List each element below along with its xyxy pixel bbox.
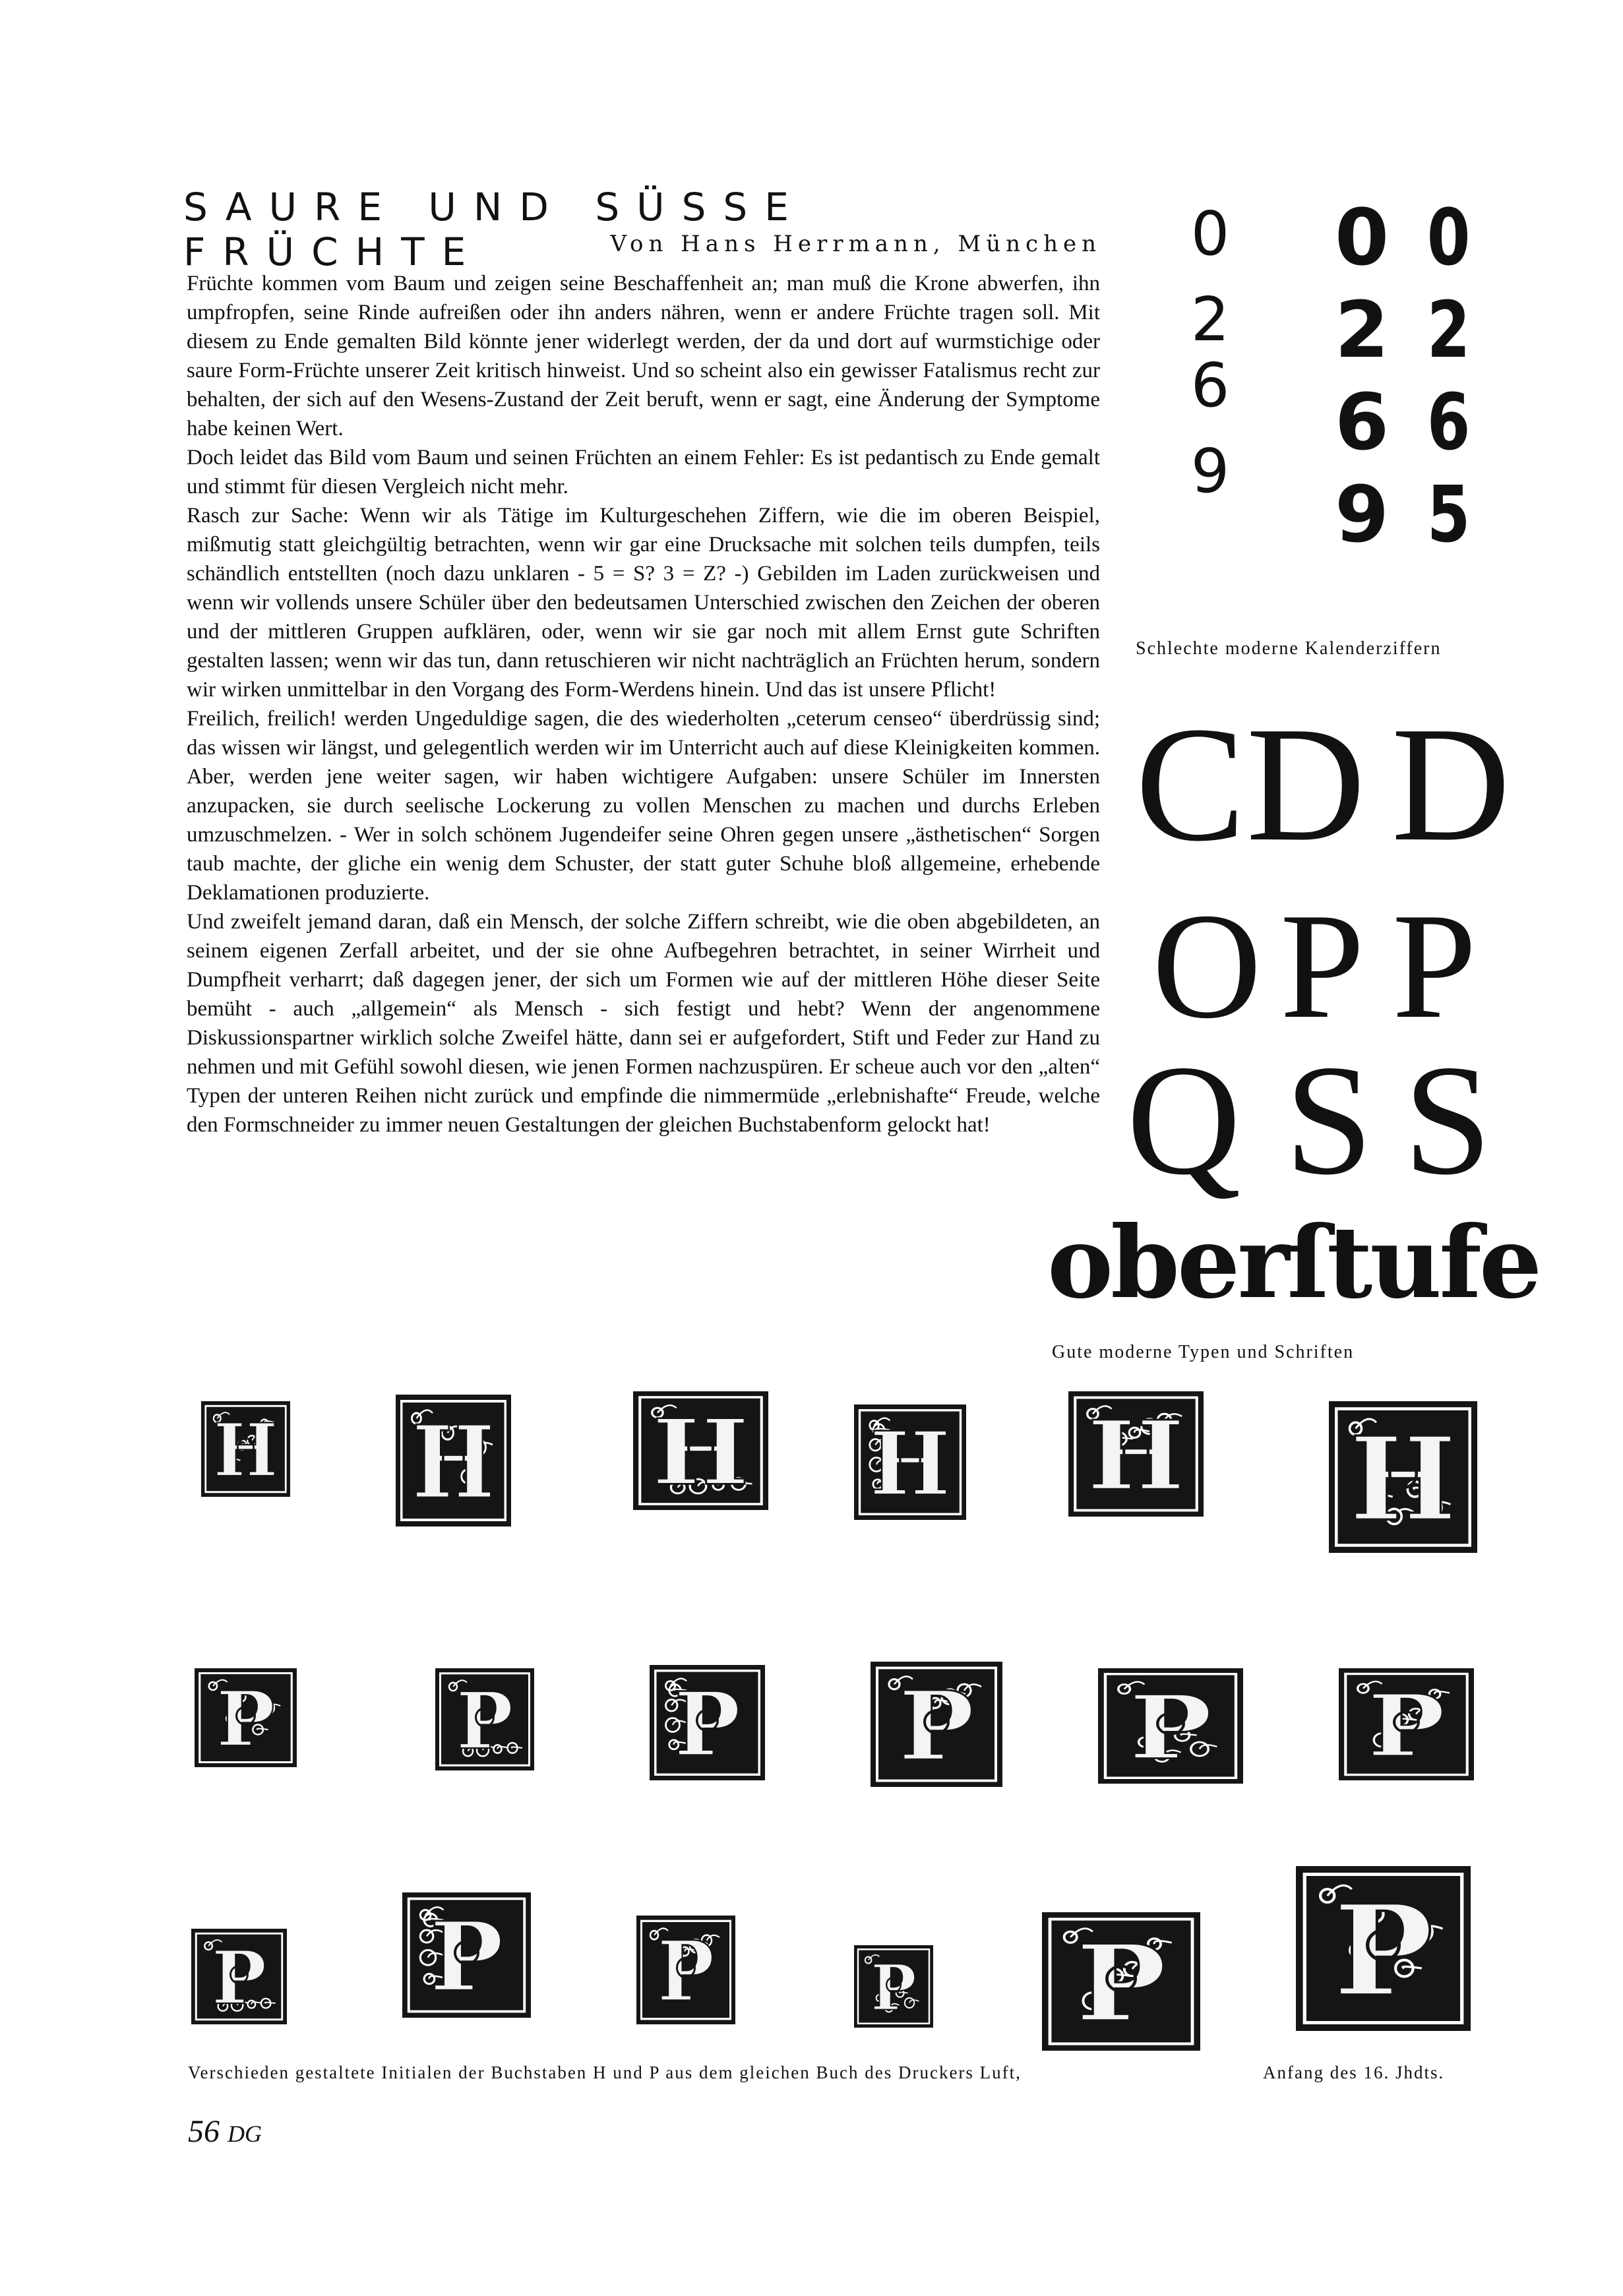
decorated-initial-h	[1329, 1401, 1477, 1553]
digit: 0	[1334, 192, 1390, 283]
decorated-initial-h	[1068, 1391, 1204, 1517]
decorated-initial-p	[650, 1665, 765, 1780]
article-paragraph: Freilich, freilich! werden Ungeduldige sagen, die des wiederholten „ceterum censeo“ überdrüssig sind; das wissen wir längst, und gelegentlich werden wir im Unterricht auch auf diese Kleinigkeiten kommen. Aber, werden jene weiter sagen, wir haben wichtigere Aufgaben: unsere Schüler im Innersten anzupacken, sie durch seelische Lockerung zu vollen Menschen zu machen und durchs Erleben umzuschmelzen. - Wer in solch schönem Jugendeifer seine Ohren gegen unsere „ästhetischen“ Sorgen taub machte, der gliche ein wenig dem Schuster, der statt guter Schuhe bloß allgemeine, erhebende Deklamationen produzierte.	[187, 707, 1100, 905]
digit-column-heavy	[1326, 191, 1398, 560]
decorated-initial-h	[396, 1395, 511, 1526]
svg-text:P: P	[898, 1670, 975, 1782]
svg-text:H: H	[1087, 1400, 1185, 1512]
oberstufe-lettering: oberſtufe	[1047, 1205, 1540, 1321]
svg-text:H: H	[412, 1403, 495, 1522]
digits-caption: Schlechte moderne Kalenderziffern	[1136, 638, 1442, 659]
digit: 2	[1334, 284, 1390, 375]
article-body	[187, 269, 1100, 1139]
decorated-initial-h	[633, 1391, 768, 1510]
digit-column-light	[1174, 191, 1246, 514]
svg-text:P: P	[1333, 1877, 1434, 2025]
decorated-initial-h	[854, 1405, 966, 1520]
decorated-initial-p	[1296, 1866, 1471, 2031]
svg-text:H: H	[1349, 1411, 1457, 1547]
svg-text:P: P	[658, 1923, 714, 2021]
digit: 6	[1334, 377, 1390, 468]
letter: S	[1285, 1032, 1373, 1207]
svg-text:P: P	[871, 1950, 917, 2024]
digit-column-condensed	[1419, 191, 1477, 560]
initials-caption-date: Anfang des 16. Jhdts.	[1263, 2063, 1445, 2082]
svg-text:P: P	[456, 1676, 513, 1767]
digit: 6	[1190, 350, 1230, 421]
decorated-initial-p	[871, 1662, 1002, 1787]
digit: 5	[1426, 469, 1469, 560]
decorated-initial-p	[1042, 1912, 1200, 2051]
letter: P	[1392, 882, 1477, 1050]
article-paragraph: Und zweifelt jemand daran, daß ein Mensch, der solche Ziffern schreibt, wie die oben abgebildeten, an seinem eigenen Zerfall arbeitet, und der sie ohne Aufbegehren betrachtet, in seiner Wirrheit und Dumpfheit verharrt; daß dagegen jener, der sich um Formen wie auf der mittleren Höhe dieser Seite bemüht - auch „allgemein“ als Mensch - sich festigt und hebt? Wenn der angenommene Diskussionspartner wirklich solche Zweifel hätte, dann sei er aufgefordert, Stift und Feder zur Hand zu nehmen und mit Gefühl sowohl diesen, wie jenen Formen nachzuspüren. Er scheue auch vor den „alten“ Typen der unteren Reihen nicht zurück und empfinde die nimmermüde „erlebnishafte“ Freude, welche den Formschneider zu immer neuen Gestaltungen der gleichen Buchstabenform gelockt hat!	[187, 910, 1100, 1137]
letter: Q	[1126, 1032, 1241, 1207]
svg-text:P: P	[216, 1675, 275, 1764]
decorated-initial-p	[1339, 1668, 1474, 1780]
digit: 6	[1426, 377, 1469, 468]
digit: 9	[1334, 469, 1390, 560]
decorated-initial-p	[402, 1892, 531, 2018]
article-paragraph: Früchte kommen vom Baum und zeigen seine Beschaffenheit an; man muß die Krone abwerfen, ihn umpfropfen, seine Rinde aufreißen oder ihn anders nähren, wenn er andere Früchte tragen soll. Mit diesem zu Ende gemalten Bild könnte jener widerlegt werden, der da und dort auf wurmstichige oder saure Form-Früchte unserer Zeit kritisch hinweist. Und so scheint also ein gewisser Fatalismus recht zur behalten, der sich auf den Wesens-Zustand der Zeit beruft, wenn er sagt, eine Änderung der Symptome habe keinen Wert.	[187, 272, 1100, 440]
decorated-initial-p	[636, 1916, 735, 2024]
letter: S	[1403, 1032, 1492, 1207]
svg-text:H: H	[214, 1408, 278, 1494]
svg-text:P: P	[429, 1900, 504, 2013]
decorated-initial-p	[1098, 1668, 1243, 1784]
letter: D	[1246, 693, 1366, 876]
letter: P	[1280, 882, 1364, 1050]
svg-text:H: H	[869, 1412, 951, 1515]
digit: 0	[1190, 198, 1230, 269]
svg-text:P: P	[1129, 1676, 1212, 1780]
article-paragraph: Rasch zur Sache: Wenn wir als Tätige im Kulturgeschehen Ziffern, wie die im oberen Beispiel, mißmutig statt gleichgültig betrachten, wenn wir gar eine Drucksache mit solchen teils dumpfen, teils schändlich entstellten (noch dazu unklaren - 5 = S? 3 = Z? -) Gebilden im Laden zurückweisen und wenn wir vollends unsere Schüler über den bedeutsamen Unterschied zwischen den Zeichen der oberen und der mittleren Gruppen aufklären, oder, wenn wir sie gar noch mit allem Ernst gute Schriften gestalten lassen; wenn wir das tun, dann retuschieren wir nicht nachträglich an Früchten herum, sondern wir wirken unmittelbar in den Vorgang des Form-Werdens hinein. Und das ist unsere Pflicht!	[187, 504, 1100, 702]
types-caption: Gute moderne Typen und Schriften	[1052, 1342, 1355, 1362]
article-paragraph: Doch leidet das Bild vom Baum und seinen Früchten an einem Fehler: Es ist pedantisch zu Ende gemalt und stimmt für diesen Vergleich nicht mehr.	[187, 446, 1100, 498]
svg-text:H: H	[652, 1399, 750, 1506]
svg-text:P: P	[1367, 1676, 1446, 1776]
svg-text:P: P	[674, 1673, 741, 1776]
letter: C	[1135, 693, 1246, 876]
digit: 0	[1426, 192, 1469, 283]
digit: 9	[1190, 436, 1230, 506]
decorated-initial-p	[191, 1929, 287, 2024]
decorated-initial-p	[435, 1668, 534, 1770]
decorated-initial-p	[195, 1668, 297, 1767]
svg-text:P: P	[1076, 1921, 1167, 2045]
letter: O	[1151, 882, 1262, 1050]
article-author: Von Hans Herrmann, München	[610, 231, 1101, 257]
letter: D	[1391, 693, 1511, 876]
decorated-initial-p	[854, 1945, 933, 2028]
page-number-value: 56	[188, 2114, 220, 2149]
article-title: SAURE UND SÜSSE FRÜCHTE	[183, 185, 806, 274]
decorated-initial-h	[201, 1401, 290, 1497]
svg-text:P: P	[212, 1935, 266, 2021]
initials-caption: Verschieden gestaltete Initialen der Buchstaben H und P aus dem gleichen Buch des Druckers Luft,	[188, 2063, 1022, 2082]
page-number-suffix: DG	[228, 2121, 262, 2147]
page-number	[188, 2113, 262, 2150]
digit: 2	[1426, 284, 1469, 375]
digit: 2	[1190, 284, 1230, 355]
